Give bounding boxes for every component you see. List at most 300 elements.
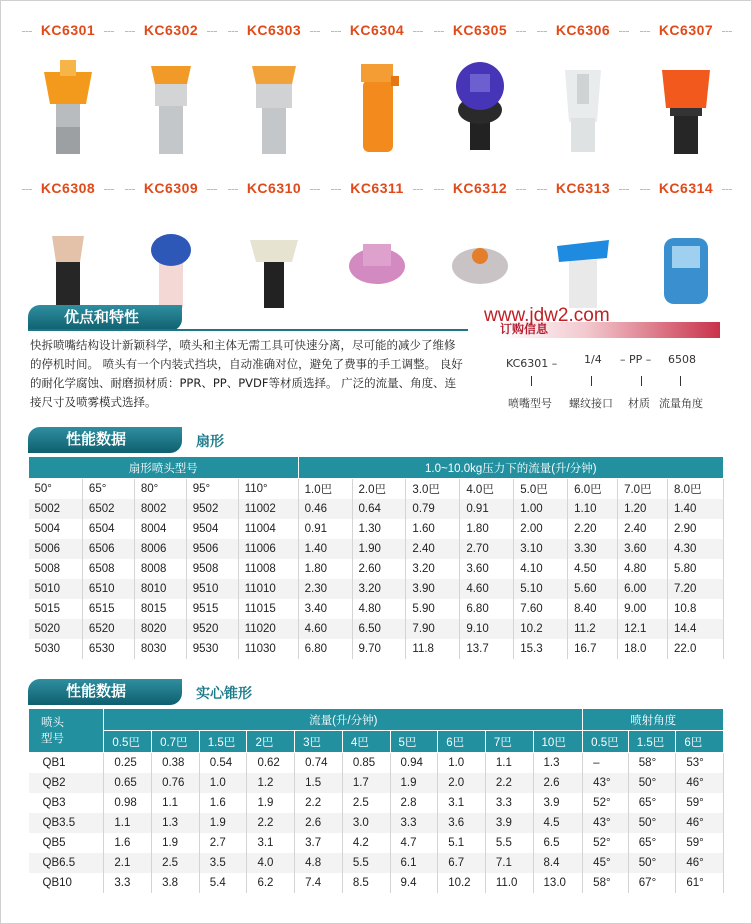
table-cell: 9504 (186, 519, 238, 539)
table-cell: 5020 (29, 619, 83, 639)
table-cell: 5.5 (485, 833, 533, 853)
table-cell: 9.70 (352, 639, 406, 659)
table-cell: 3.0巴 (406, 479, 460, 500)
table-cell: 4.60 (298, 619, 352, 639)
product-card[interactable] (636, 22, 736, 172)
table-cell: 4.80 (618, 559, 668, 579)
table-cell: 6.50 (352, 619, 406, 639)
table-cell: 9515 (186, 599, 238, 619)
table-cell: 2.00 (514, 519, 568, 539)
table-cell: 67° (628, 873, 676, 893)
table-cell: 1.1 (104, 813, 152, 833)
table2-model-header: 喷头 型号 (29, 709, 104, 753)
table1-subtitle: 扇形 (196, 434, 224, 450)
table-cell: 3.7 (295, 833, 343, 853)
table-cell: 1.6 (199, 793, 247, 813)
table-cell: 43° (583, 773, 629, 793)
table-cell: 1.30 (352, 519, 406, 539)
table1-header (28, 427, 724, 453)
table-cell: 11.2 (568, 619, 618, 639)
website-url[interactable]: www.jdw2.com (484, 305, 610, 326)
table-cell: 5.60 (568, 579, 618, 599)
table-cell: 1.00 (514, 499, 568, 519)
table-cell: 1.1 (152, 793, 200, 813)
table-cell: 1.20 (618, 499, 668, 519)
order-label-thread: 螺纹接口 (569, 397, 613, 410)
order-info-title: 订购信息 (500, 322, 549, 336)
table-row (29, 519, 724, 539)
table-cell: 3.1 (438, 793, 486, 813)
product-code: KC6307 (640, 22, 732, 40)
table-cell: 52° (583, 793, 629, 813)
table-cell: 3.3 (104, 873, 152, 893)
orange-black-nozzle-image (656, 52, 716, 162)
table-cell: 58° (583, 873, 629, 893)
table-cell: 11020 (238, 619, 298, 639)
table-cell: 4.30 (667, 539, 723, 559)
angle-pressure-header: 1.5巴 (628, 731, 676, 753)
table-cell: 6.5 (533, 833, 583, 853)
table2-header (28, 679, 724, 705)
table-cell: 1.9 (152, 833, 200, 853)
product-card[interactable] (533, 22, 633, 172)
table-cell: 11008 (238, 559, 298, 579)
table-cell: 2.20 (568, 519, 618, 539)
table-cell: 2.2 (485, 773, 533, 793)
table-cell: 6.2 (247, 873, 295, 893)
table-cell: 110° (238, 479, 298, 500)
table-cell: 2.6 (533, 773, 583, 793)
white-nozzle-image (553, 52, 613, 162)
table-cell: 8020 (134, 619, 186, 639)
product-code: KC6311 (331, 180, 423, 198)
table-cell: 4.80 (352, 599, 406, 619)
table-cell: 13.7 (460, 639, 514, 659)
table-cell: 8008 (134, 559, 186, 579)
table-cell: 4.5 (533, 813, 583, 833)
table-cell: 3.9 (533, 793, 583, 813)
order-code-material: – PP – (620, 353, 652, 366)
features-description: 快拆喷嘴结构设计新颖科学，喷头和主体无需工具可快速分离，尽可能的减少了维修的停机时间。 喷头有一个内装式挡块，自动准确对位，避免了费事的手工调整。 良好的耐化学腐蚀、耐磨损材质：PPR、PP、PVDF等材质选择。 广泛的流量、角度、连接尺寸及喷雾模式选择。 (30, 338, 463, 409)
table-cell: 14.4 (667, 619, 723, 639)
product-code: KC6310 (228, 180, 320, 198)
cream-black-nozzle-image (244, 210, 304, 320)
table-cell: 1.0 (199, 773, 247, 793)
product-code: KC6313 (537, 180, 629, 198)
table-row (29, 559, 724, 579)
table-cell: 8002 (134, 499, 186, 519)
table-cell: 7.90 (406, 619, 460, 639)
table-cell: 6510 (82, 579, 134, 599)
table-cell: 5.4 (199, 873, 247, 893)
table-cell: 4.2 (342, 833, 390, 853)
table-cell: 9.00 (618, 599, 668, 619)
table-cell: 6530 (82, 639, 134, 659)
blue-round-nozzle-image (656, 210, 716, 320)
model-cell: QB2 (29, 773, 104, 793)
features-title: 优点和特性 (28, 305, 182, 331)
table-cell: 11030 (238, 639, 298, 659)
table-cell: 8006 (134, 539, 186, 559)
model-cell: QB1 (29, 753, 104, 774)
fan-nozzle-flow-table (28, 456, 724, 659)
table-cell: 65° (82, 479, 134, 500)
table-cell: 9.10 (460, 619, 514, 639)
table-cell: 3.90 (406, 579, 460, 599)
table-cell: 8010 (134, 579, 186, 599)
product-code: KC6314 (640, 180, 732, 198)
table-cell: 6504 (82, 519, 134, 539)
table-cell: 3.8 (152, 873, 200, 893)
table-cell: 4.50 (568, 559, 618, 579)
table-cell: 11010 (238, 579, 298, 599)
product-card[interactable] (224, 22, 324, 172)
table-cell: 61° (676, 873, 724, 893)
table-cell: 18.0 (618, 639, 668, 659)
table-cell: 5.10 (514, 579, 568, 599)
table-cell: 50° (628, 853, 676, 873)
table-cell: 1.10 (568, 499, 618, 519)
angle-pressure-header: 0.5巴 (583, 731, 629, 753)
blue-white-nozzle-image (553, 210, 613, 320)
table-cell: 9508 (186, 559, 238, 579)
table-cell: 7.4 (295, 873, 343, 893)
table-cell: 6508 (82, 559, 134, 579)
table-cell: 46° (676, 813, 724, 833)
table-row (29, 873, 724, 893)
table-cell: 2.2 (295, 793, 343, 813)
table-cell: 1.90 (352, 539, 406, 559)
table-cell: 43° (583, 813, 629, 833)
table-cell: 11004 (238, 519, 298, 539)
orange-fan-nozzle-image (38, 52, 98, 162)
table-cell: 22.0 (667, 639, 723, 659)
pressure-header: 5巴 (390, 731, 438, 753)
table-row (29, 619, 724, 639)
table-cell: 16.7 (568, 639, 618, 659)
table-cell: 0.91 (298, 519, 352, 539)
pressure-header: 2巴 (247, 731, 295, 753)
divider (28, 329, 468, 331)
order-label-model: 喷嘴型号 (508, 397, 552, 410)
table-cell: 4.60 (460, 579, 514, 599)
product-code: KC6306 (537, 22, 629, 40)
model-cell: QB3.5 (29, 813, 104, 833)
table-cell: 8.0巴 (667, 479, 723, 500)
product-code: KC6308 (22, 180, 114, 198)
table-cell: 2.2 (247, 813, 295, 833)
order-code-thread: 1/4 (584, 353, 602, 366)
table-cell: 59° (676, 833, 724, 853)
product-card[interactable] (121, 22, 221, 172)
model-cell: QB3 (29, 793, 104, 813)
table-cell: 2.30 (298, 579, 352, 599)
table-cell: 9502 (186, 499, 238, 519)
table-cell: 6.1 (390, 853, 438, 873)
table-cell: 1.0 (438, 753, 486, 774)
table-cell: 0.94 (390, 753, 438, 774)
order-tick (680, 376, 681, 386)
table-cell: 4.10 (514, 559, 568, 579)
pressure-header: 4巴 (342, 731, 390, 753)
table-cell: 3.40 (298, 599, 352, 619)
table-cell: 1.9 (199, 813, 247, 833)
table-cell: 2.7 (199, 833, 247, 853)
table-cell: 1.5 (295, 773, 343, 793)
table-cell: 1.3 (152, 813, 200, 833)
table-cell: 3.20 (352, 579, 406, 599)
table-cell: 2.40 (618, 519, 668, 539)
product-code: KC6305 (434, 22, 526, 40)
table2-flow-group: 流量(升/分钟) (104, 709, 583, 731)
table-cell: 5004 (29, 519, 83, 539)
table-cell: 11015 (238, 599, 298, 619)
table-cell: 11006 (238, 539, 298, 559)
table-cell: 1.80 (460, 519, 514, 539)
grey-orange-nozzle-image (141, 52, 201, 162)
table-cell: – (583, 753, 629, 774)
table2-body (29, 753, 724, 894)
table-cell: 4.0 (247, 853, 295, 873)
table-cell: 6.80 (460, 599, 514, 619)
table-cell: 0.54 (199, 753, 247, 774)
table-cell: 6.7 (438, 853, 486, 873)
table2-angle-group: 喷射角度 (583, 709, 724, 731)
table-cell: 15.3 (514, 639, 568, 659)
product-card[interactable] (18, 22, 118, 172)
table-cell: 5010 (29, 579, 83, 599)
table-cell: 4.0巴 (460, 479, 514, 500)
table-cell: 0.85 (342, 753, 390, 774)
pressure-header: 3巴 (295, 731, 343, 753)
table-cell: 3.30 (568, 539, 618, 559)
table-cell: 1.3 (533, 753, 583, 774)
table-cell: 7.20 (667, 579, 723, 599)
table-cell: 3.3 (485, 793, 533, 813)
table-cell: 12.1 (618, 619, 668, 639)
table-cell: 6506 (82, 539, 134, 559)
table-cell: 10.2 (438, 873, 486, 893)
grey-orange-nozzle-image (244, 52, 304, 162)
table-cell: 5030 (29, 639, 83, 659)
table-cell: 6.0巴 (568, 479, 618, 500)
table-cell: 3.3 (390, 813, 438, 833)
table-cell: 0.38 (152, 753, 200, 774)
table-cell: 9506 (186, 539, 238, 559)
product-code: KC6302 (125, 22, 217, 40)
table-cell: 0.91 (460, 499, 514, 519)
table-cell: 2.5 (342, 793, 390, 813)
product-code: KC6312 (434, 180, 526, 198)
table-cell: 2.90 (667, 519, 723, 539)
table-cell: 7.60 (514, 599, 568, 619)
order-tick (591, 376, 592, 386)
table-row (29, 813, 724, 833)
table-cell: 46° (676, 853, 724, 873)
table-cell: 9.4 (390, 873, 438, 893)
table-cell: 1.1 (485, 753, 533, 774)
order-label-material: 材质 (628, 397, 650, 410)
model-cell: QB6.5 (29, 853, 104, 873)
table-row (29, 833, 724, 853)
order-code-model: KC6301 – (506, 357, 558, 370)
table-row (29, 539, 724, 559)
table-cell: 45° (583, 853, 629, 873)
table-row (29, 579, 724, 599)
table-cell: 3.6 (438, 813, 486, 833)
product-code: KC6301 (22, 22, 114, 40)
angle-pressure-header: 6巴 (676, 731, 724, 753)
table-cell: 1.2 (247, 773, 295, 793)
table-cell: 2.40 (406, 539, 460, 559)
table1-title: 性能数据 (28, 427, 182, 453)
table-cell: 50° (628, 813, 676, 833)
product-code: KC6309 (125, 180, 217, 198)
table-cell: 58° (628, 753, 676, 774)
table-cell: 0.65 (104, 773, 152, 793)
table-cell: 13.0 (533, 873, 583, 893)
table-cell: 52° (583, 833, 629, 853)
table-cell: 1.40 (667, 499, 723, 519)
table-cell: 50° (29, 479, 83, 500)
table-cell: 10.2 (514, 619, 568, 639)
pressure-header: 6巴 (438, 731, 486, 753)
table-cell: 5.90 (406, 599, 460, 619)
table-cell: 11.8 (406, 639, 460, 659)
table-cell: 7.1 (485, 853, 533, 873)
table-cell: 2.1 (104, 853, 152, 873)
table-cell: 65° (628, 793, 676, 813)
table-row (29, 599, 724, 619)
table-row (29, 853, 724, 873)
grey-nozzle-image (450, 210, 510, 320)
table-cell: 1.7 (342, 773, 390, 793)
product-card[interactable] (327, 22, 427, 172)
table1-body (29, 479, 724, 660)
table-cell: 8.5 (342, 873, 390, 893)
model-cell: QB5 (29, 833, 104, 853)
product-code: KC6304 (331, 22, 423, 40)
table-row (29, 773, 724, 793)
table-cell: 0.76 (152, 773, 200, 793)
table-cell: 11002 (238, 499, 298, 519)
features-header (28, 305, 468, 331)
table-cell: 3.20 (406, 559, 460, 579)
table-cell: 1.60 (406, 519, 460, 539)
table1-group-right: 1.0~10.0kg压力下的流量(升/分钟) (298, 457, 723, 479)
table-cell: 5002 (29, 499, 83, 519)
table-cell: 2.8 (390, 793, 438, 813)
table-row (29, 793, 724, 813)
table-cell: 9520 (186, 619, 238, 639)
blue-pink-nozzle-image (141, 210, 201, 320)
table-cell: 1.6 (104, 833, 152, 853)
table-cell: 8015 (134, 599, 186, 619)
product-card[interactable] (636, 180, 736, 330)
pressure-header: 10巴 (533, 731, 583, 753)
table-cell: 3.9 (485, 813, 533, 833)
table-cell: 6502 (82, 499, 134, 519)
table-cell: 5.1 (438, 833, 486, 853)
product-code: KC6303 (228, 22, 320, 40)
table1-subheader-row (29, 479, 724, 500)
table-cell: 2.6 (295, 813, 343, 833)
blue-black-nozzle-image (450, 52, 510, 162)
table-cell: 2.0 (438, 773, 486, 793)
table-cell: 65° (628, 833, 676, 853)
table-cell: 1.0巴 (298, 479, 352, 500)
table-cell: 1.80 (298, 559, 352, 579)
orange-nozzle-image (347, 52, 407, 162)
table-cell: 7.0巴 (618, 479, 668, 500)
product-row-1 (18, 22, 738, 172)
pink-nozzle-image (347, 210, 407, 320)
table2-subtitle: 实心锥形 (196, 686, 252, 702)
table-cell: 46° (676, 773, 724, 793)
table-cell: 3.60 (460, 559, 514, 579)
table-cell: 1.9 (390, 773, 438, 793)
table1-group-left: 扇形喷头型号 (29, 457, 299, 479)
table-cell: 8030 (134, 639, 186, 659)
order-label-angle: 流量角度 (659, 397, 703, 410)
beige-black-nozzle-image (38, 210, 98, 320)
table-cell: 6520 (82, 619, 134, 639)
table-cell: 5.0巴 (514, 479, 568, 500)
table-cell: 0.25 (104, 753, 152, 774)
table-cell: 1.40 (298, 539, 352, 559)
table-cell: 6.80 (298, 639, 352, 659)
table-cell: 3.0 (342, 813, 390, 833)
product-card[interactable] (430, 22, 530, 172)
table-cell: 0.79 (406, 499, 460, 519)
table2-title: 性能数据 (28, 679, 182, 705)
table2-pressure-headers (29, 731, 724, 753)
order-tick (641, 376, 642, 386)
table-row (29, 499, 724, 519)
table-cell: 8.40 (568, 599, 618, 619)
table-cell: 6.00 (618, 579, 668, 599)
table-cell: 53° (676, 753, 724, 774)
table-cell: 3.60 (618, 539, 668, 559)
pressure-header: 0.5巴 (104, 731, 152, 753)
table-cell: 0.98 (104, 793, 152, 813)
table-cell: 0.46 (298, 499, 352, 519)
table-cell: 2.5 (152, 853, 200, 873)
table-cell: 3.1 (247, 833, 295, 853)
order-code-angle: 6508 (668, 353, 696, 366)
table-row (29, 639, 724, 659)
table-cell: 8.4 (533, 853, 583, 873)
table-cell: 4.8 (295, 853, 343, 873)
table-cell: 5008 (29, 559, 83, 579)
table-row (29, 753, 724, 774)
table-cell: 5.5 (342, 853, 390, 873)
table-cell: 95° (186, 479, 238, 500)
table-cell: 10.8 (667, 599, 723, 619)
table-cell: 5006 (29, 539, 83, 559)
pressure-header: 0.7巴 (152, 731, 200, 753)
table-cell: 59° (676, 793, 724, 813)
table-cell: 50° (628, 773, 676, 793)
pressure-header: 1.5巴 (199, 731, 247, 753)
table-cell: 80° (134, 479, 186, 500)
table-cell: 2.60 (352, 559, 406, 579)
table-cell: 5015 (29, 599, 83, 619)
cone-nozzle-flow-table (28, 708, 724, 893)
table-cell: 2.0巴 (352, 479, 406, 500)
pressure-header: 7巴 (485, 731, 533, 753)
table-cell: 0.64 (352, 499, 406, 519)
